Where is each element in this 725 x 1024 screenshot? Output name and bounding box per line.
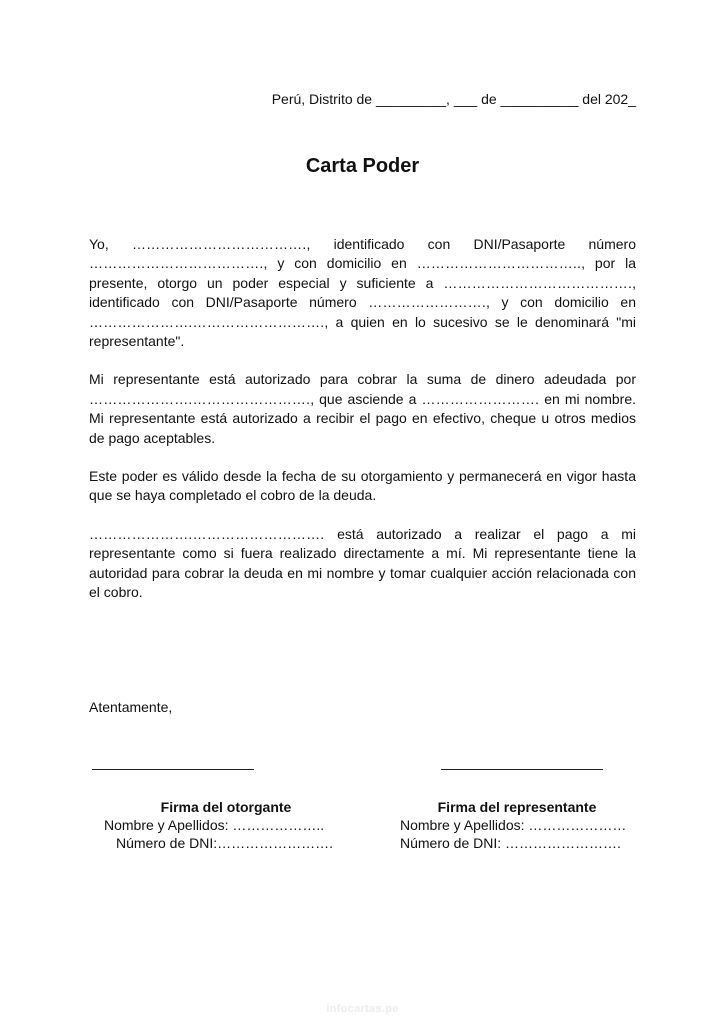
blank-payer-name: ………………….………………………. — [89, 525, 325, 542]
blank-debtor-name: ………………….……………………. — [89, 390, 311, 407]
grantor-name-line: Nombre y Apellidos: ……………….. — [104, 817, 325, 833]
text-segment: Yo, — [89, 236, 132, 252]
grantor-signature-line — [92, 769, 254, 770]
watermark: infocartas.pe — [326, 1003, 399, 1015]
text-segment: , que asciende a — [310, 390, 422, 407]
text-segment: , y con domicilio en — [263, 255, 417, 272]
grantor-dni-line: Número de DNI:……………………. — [116, 835, 334, 851]
grantor-signature-block — [96, 798, 356, 852]
grantor-signature-heading: Firma del otorgante — [160, 799, 292, 815]
blank-representative-dni: ……………………. — [368, 294, 486, 311]
text-segment: , identificado con DNI/Pasaporte número — [306, 236, 636, 252]
text-segment: , por la presente, otorgo un poder especial y suficiente a — [89, 255, 636, 291]
paragraph-validity: Este poder es válido desde la fecha de su otorgamiento y permanecerá en vigor hasta que se haya completado el cobro de la deuda. — [89, 468, 636, 504]
date-line: Perú, Distrito de _________, ___ de __________ del 202_ — [271, 91, 636, 107]
blank-grantor-address: …………………………….. — [416, 255, 582, 272]
text-segment: en mi nombre. Mi representante está autorizado a recibir el pago en efectivo, cheque u otros medios de pago aceptables. — [89, 390, 636, 446]
representative-signature-line — [441, 769, 603, 770]
blank-representative-name: …………………………………. — [443, 274, 633, 291]
text-segment: Mi representante está autorizado para cobrar la suma de dinero adeudada por — [89, 371, 636, 388]
representative-dni-line: Número de DNI: ……………………. — [400, 835, 621, 851]
paragraph-authorization — [89, 370, 636, 448]
text-segment: , identificado con DNI/Pasaporte número — [89, 274, 636, 311]
page-title: Carta Poder — [305, 155, 420, 177]
text-segment: , y con domicilio en — [485, 294, 636, 311]
representative-signature-heading: Firma del representante — [437, 799, 597, 815]
text-segment: está autorizado a realizar el pago a mi representante como si fuera realizado directamente a mí. Mi representante tiene la autoridad para cobrar la deuda en mi nombre y tomar cualquier acción relacionada con el cobro. — [89, 525, 636, 601]
paragraph-grant — [89, 235, 636, 351]
paragraph-payment — [89, 525, 636, 603]
representative-signature-block — [392, 798, 642, 852]
blank-grantor-name: ………………………………. — [131, 236, 307, 252]
blank-representative-address: ………………….………………………. — [89, 313, 325, 330]
blank-debt-amount: ……………………. — [421, 390, 540, 407]
text-segment: , a quien en lo sucesivo se le denominará "mi representante". — [89, 313, 636, 350]
blank-grantor-dni: ………………………………. — [89, 255, 264, 272]
representative-name-line: Nombre y Apellidos: ………………… — [400, 817, 627, 833]
closing-salutation: Atentamente, — [89, 699, 173, 715]
letter-body — [89, 235, 636, 622]
